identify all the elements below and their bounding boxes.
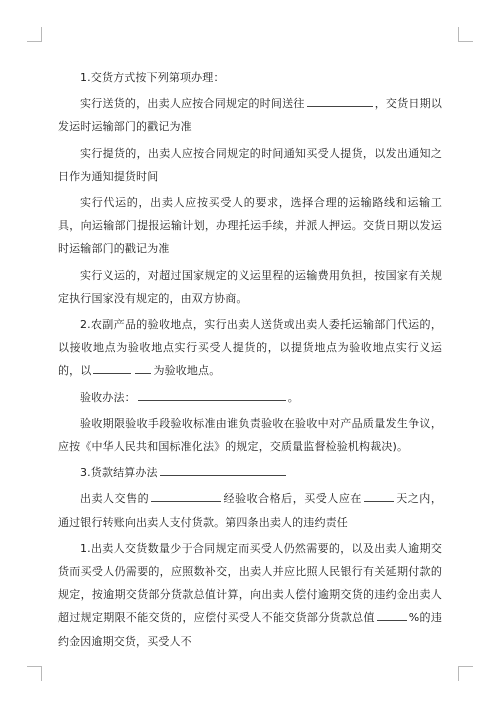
paragraph-inspection-location xyxy=(58,313,442,383)
inspection-method-end: 。 xyxy=(287,390,299,404)
crop-mark-bottom-right xyxy=(458,666,473,681)
pickup-text: 实行提货的，出卖人应按合同规定的时间通知买受人提货，以发出通知之日作为通知提货时间 xyxy=(58,146,442,183)
seller-liability-text-b: %的违约金因逾期交货，买受人不 xyxy=(58,611,442,648)
agency-shipping-text: 实行代运的，出卖人应按买受人的要求，选择合理的运输路线和运输工具，向运输部门提报运输计划，办理托运手续，并派人押运。交货日期以发运时运输部门的戳记为准 xyxy=(58,196,442,256)
blank-goods xyxy=(151,491,221,502)
blank-inspection-location xyxy=(93,363,131,374)
blank-payment-method xyxy=(160,465,286,476)
crop-mark-bottom-left xyxy=(27,666,42,681)
delivery-text-a: 实行送货的，出卖人应按合同规定的时间送往 xyxy=(80,97,305,111)
payment-method-label: 3.货款结算办法 xyxy=(80,466,158,480)
delivery-text-b: ，交货日期以发运时运输部门的戳记为准 xyxy=(58,97,442,134)
inspection-method-label: 验收办法： xyxy=(80,390,136,404)
paragraph-payment-terms xyxy=(58,487,442,533)
paragraph-pickup xyxy=(58,142,442,188)
paragraph-free-shipping xyxy=(58,264,442,310)
payment-terms-text-c: 天之内，通过银行转账向出卖人支付货款。第四条出卖人的违约责任 xyxy=(58,492,442,529)
blank-inspection-method xyxy=(138,390,286,401)
blank-penalty-percent xyxy=(377,610,407,621)
document-body xyxy=(58,66,442,653)
crop-mark-top-left xyxy=(27,27,42,42)
inspection-terms-text: 验收期限验收手段验收标准由谁负责验收在验收中对产品质量发生争议，应按《中华人民共和国标准化法》的规定，交质量监督检验机构裁决)。 xyxy=(58,416,442,454)
paragraph-inspection-method xyxy=(58,386,442,409)
payment-terms-text-b: 经验收合格后，买受人应在 xyxy=(223,492,362,506)
blank-inspection-location-cont xyxy=(135,363,151,374)
paragraph-delivery-method xyxy=(58,66,442,89)
inspection-location-text-b: 为验收地点。 xyxy=(153,364,221,378)
free-shipping-text: 实行义运的，对超过国家规定的义运里程的运输费用负担，按国家有关规定执行国家没有规定的，由双方协商。 xyxy=(58,268,442,305)
delivery-method-text: 1.交货方式按下列第项办理： xyxy=(80,71,225,84)
blank-days xyxy=(364,491,394,502)
inspection-location-text-a: 2.农副产品的验收地点，实行出卖人送货或出卖人委托运输部门代运的，以接收地点为验收地点实行买受人提货的，以提货地点为验收地点实行义运的，以 xyxy=(58,318,442,378)
paragraph-inspection-terms xyxy=(58,412,442,458)
paragraph-seller-liability xyxy=(58,537,442,653)
crop-mark-top-right xyxy=(458,27,473,42)
seller-liability-text-a: 1.出卖人交货数量少于合同规定而买受人仍然需要的，以及出卖人逾期交货而买受人仍需要的，应照数补交，出卖人并应比照人民银行有关延期付款的规定，按逾期交货部分货款总值计算，向出卖人偿付逾期交货的违约金出卖人超过规定期限不能交货的，应偿付买受人不能交货部分货款总值 xyxy=(58,541,442,625)
blank-delivery-location xyxy=(307,96,373,107)
payment-terms-text-a: 出卖人交售的 xyxy=(80,492,150,506)
paragraph-payment-method xyxy=(58,461,442,484)
paragraph-delivery xyxy=(58,92,442,138)
paragraph-agency-shipping xyxy=(58,191,442,261)
